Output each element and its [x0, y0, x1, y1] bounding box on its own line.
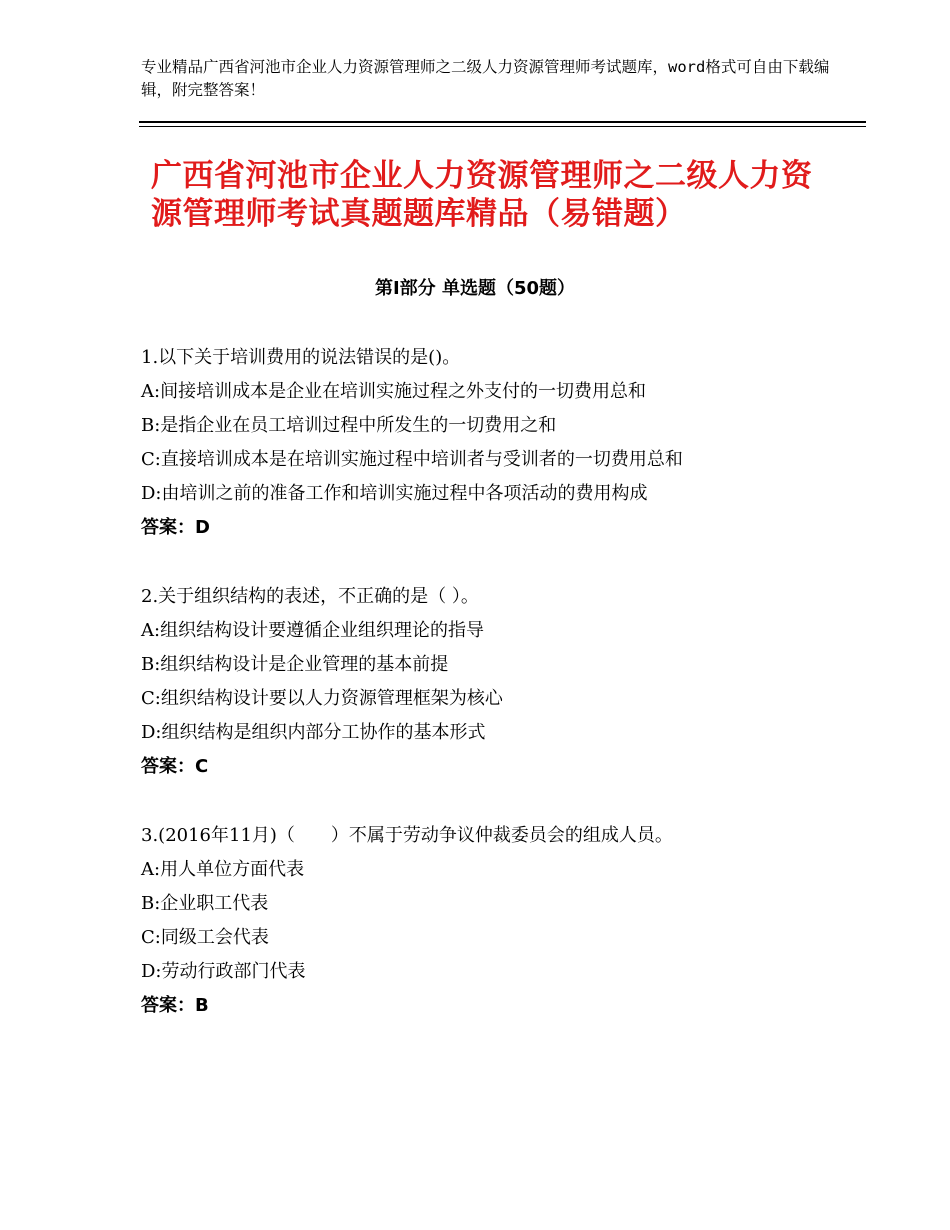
option-a: A:组织结构设计要遵循企业组织理论的指导 — [141, 620, 485, 641]
option-b: B:企业职工代表 — [141, 893, 269, 914]
answer-label: 答案：C — [141, 756, 209, 777]
answer-label: 答案：B — [141, 995, 209, 1016]
question-stem: 1.以下关于培训费用的说法错误的是()。 — [141, 347, 461, 368]
option-a: A:间接培训成本是企业在培训实施过程之外支付的一切费用总和 — [141, 381, 647, 402]
option-c: C:组织结构设计要以人力资源管理框架为核心 — [141, 688, 503, 709]
section-title: 第Ⅰ部分 单选题（50题） — [374, 278, 575, 299]
option-a: A:用人单位方面代表 — [141, 859, 305, 880]
question-2 — [141, 580, 841, 784]
header-note: 专业精品广西省河池市企业人力资源管理师之二级人力资源管理师考试题库，word格式可自由下载编辑，附完整答案！ — [141, 58, 830, 99]
question-stem: 2.关于组织结构的表述，不正确的是（ ）。 — [141, 586, 479, 607]
question-1 — [141, 341, 841, 545]
option-d: D:由培训之前的准备工作和培训实施过程中各项活动的费用构成 — [141, 483, 648, 504]
option-c: C:直接培训成本是在培训实施过程中培训者与受训者的一切费用总和 — [141, 449, 683, 470]
option-d: D:劳动行政部门代表 — [141, 961, 306, 982]
option-c: C:同级工会代表 — [141, 927, 269, 948]
answer-label: 答案：D — [141, 517, 210, 538]
question-3 — [141, 819, 841, 1023]
header-divider-thin — [139, 126, 866, 127]
header-divider-thick — [139, 121, 866, 123]
option-b: B:组织结构设计是企业管理的基本前提 — [141, 654, 449, 675]
document-title: 广西省河池市企业人力资源管理师之二级人力资源管理师考试真题题库精品（易错题） — [151, 158, 813, 232]
option-b: B:是指企业在员工培训过程中所发生的一切费用之和 — [141, 415, 557, 436]
option-d: D:组织结构是组织内部分工协作的基本形式 — [141, 722, 486, 743]
question-stem: 3.(2016年11月)（ ）不属于劳动争议仲裁委员会的组成人员。 — [141, 825, 673, 846]
